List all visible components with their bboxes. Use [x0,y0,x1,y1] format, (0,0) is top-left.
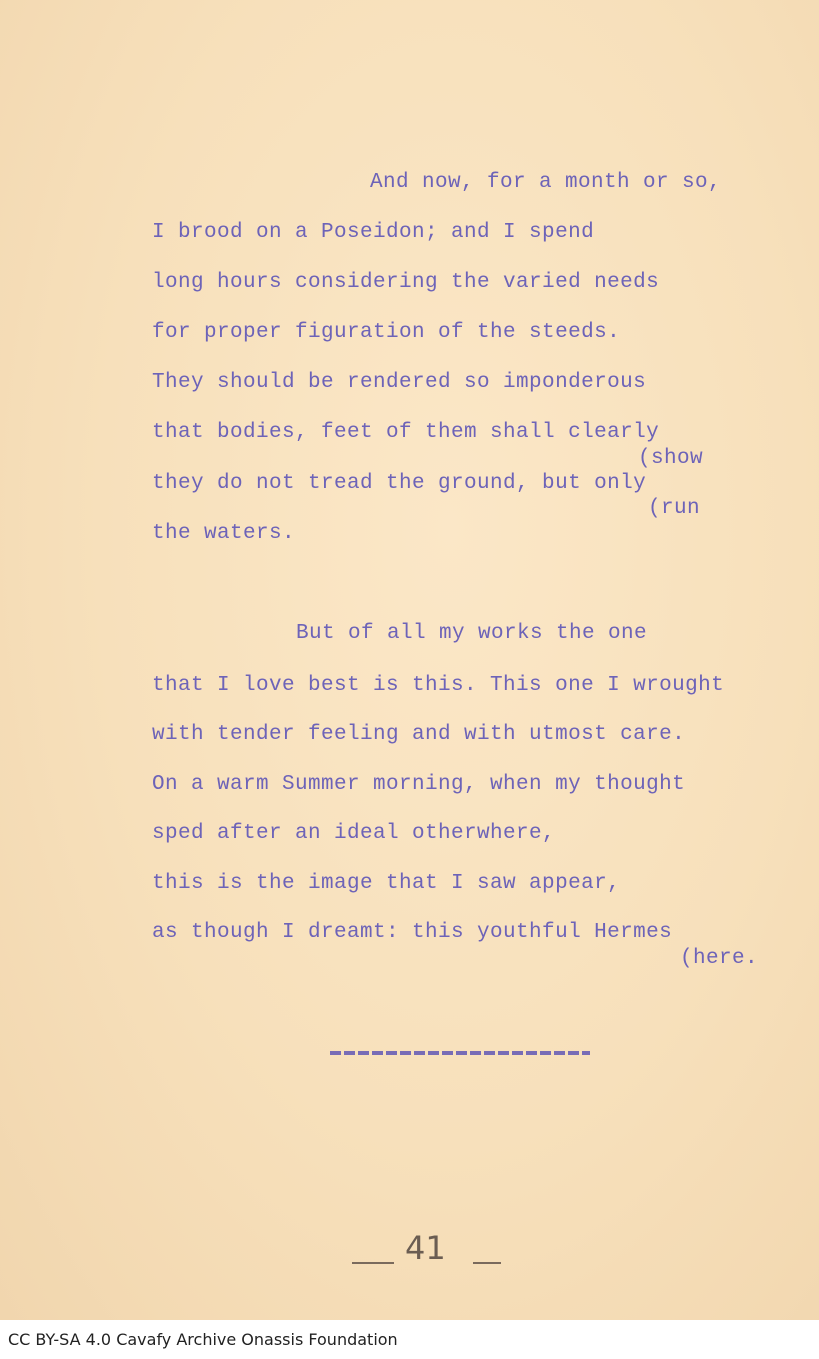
poem-line-continuation: (show [638,447,704,470]
license-footer [0,1320,819,1359]
poem-line: with tender feeling and with utmost care. [152,723,686,746]
poem-line: as though I dreamt: this youthful Hermes [152,921,673,944]
poem-line-continuation: (run [648,497,701,520]
poem-line: they do not tread the ground, but only [152,472,647,495]
dashed-divider [330,1051,590,1055]
license-credit: CC BY-SA 4.0 Cavafy Archive Onassis Foundation [8,1330,398,1349]
poem-line: the waters. [152,522,296,545]
page-number: 41 [405,1229,446,1267]
poem-line: On a warm Summer morning, when my thought [152,773,686,796]
poem-line: long hours considering the varied needs [152,271,660,294]
poem-line: that bodies, feet of them shall clearly [152,421,660,444]
poem-line: for proper figuration of the steeds. [152,321,621,344]
poem-line: that I love best is this. This one I wrought [152,674,725,697]
poem-line-continuation: (here. [680,947,759,970]
poem-line: this is the image that I saw appear, [152,872,621,895]
page-number-dash-right [473,1262,501,1264]
page-number-dash-left [352,1262,394,1264]
poem-line: And now, for a month or so, [370,171,722,194]
poem-line: They should be rendered so imponderous [152,371,647,394]
poem-line: sped after an ideal otherwhere, [152,822,556,845]
poem-line: But of all my works the one [296,622,648,645]
poem-line: I brood on a Poseidon; and I spend [152,221,595,244]
